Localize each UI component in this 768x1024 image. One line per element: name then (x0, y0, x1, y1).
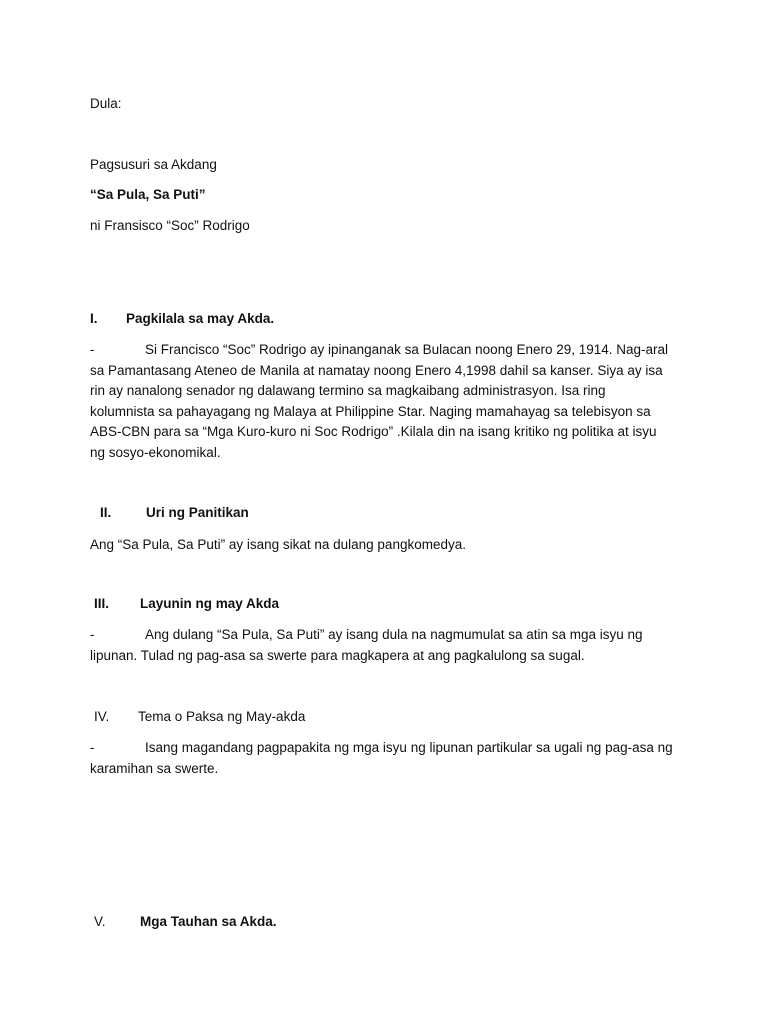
paragraph-line: - Si Francisco “Soc” Rodrigo ay ipinanganak sa Bulacan noong Enero 29, 1914. Nag-aral (90, 340, 690, 361)
section-number: II. (100, 505, 112, 520)
section-title: Mga Tauhan sa Akda. (140, 914, 277, 929)
section-number: IV. (94, 709, 110, 724)
paragraph-line: - Isang magandang pagpapakita ng mga isyu ng lipunan partikular sa ugali ng pag-asa ng (90, 738, 690, 759)
dash-marker: - (90, 627, 95, 642)
genre-label: Dula: (90, 96, 122, 111)
section-title: Pagkilala sa may Akda. (126, 311, 275, 326)
section-body-3 (90, 625, 690, 666)
section-heading-3 (94, 594, 279, 614)
author-line: ni Fransisco “Soc” Rodrigo (90, 218, 250, 233)
section-title: Uri ng Panitikan (146, 505, 249, 520)
section-body-1 (90, 340, 690, 463)
paragraph-line: Ang “Sa Pula, Sa Puti” ay isang sikat na dulang pangkomedya. (90, 537, 466, 552)
section-heading-1 (90, 309, 274, 329)
section-number: III. (94, 596, 110, 611)
section-title: Tema o Paksa ng May-akda (138, 709, 306, 724)
paragraph-line: sa Pamantasang Ateneo de Manila at namatay noong Enero 4,1998 dahil sa kanser. Siya ay isa (90, 362, 663, 378)
section-number: I. (90, 311, 98, 326)
section-body-4 (90, 738, 690, 779)
section-number: V. (94, 914, 106, 929)
paragraph-line: kolumnista sa pahayagang ng Malaya at Philippine Star. Naging mamahayag sa telebisyon sa (90, 403, 651, 419)
work-title: “Sa Pula, Sa Puti” (90, 187, 206, 202)
section-heading-5 (94, 912, 277, 932)
paragraph-line: karamihan sa swerte. (90, 760, 219, 776)
section-title: Layunin ng may Akda (140, 596, 280, 611)
section-heading-2 (100, 503, 249, 523)
section-body-2 (90, 535, 690, 556)
analysis-label: Pagsusuri sa Akdang (90, 157, 217, 172)
dash-marker: - (90, 342, 95, 357)
section-heading-4 (94, 707, 305, 727)
paragraph-line: ng sosyo-ekonomikal. (90, 444, 221, 460)
paragraph-line: - Ang dulang “Sa Pula, Sa Puti” ay isang dula na nagmumulat sa atin sa mga isyu ng (90, 625, 690, 646)
dash-marker: - (90, 740, 95, 755)
paragraph-line: lipunan. Tulad ng pag-asa sa swerte para magkapera at ang pagkalulong sa sugal. (90, 647, 585, 663)
paragraph-line: ABS-CBN para sa “Mga Kuro-kuro ni Soc Rodrigo” .Kilala din na isang kritiko ng politika at isyu (90, 424, 657, 439)
paragraph-line: rin ay nanalong senador ng dalawang termino sa magkaibang administrasyon. Isa ring (90, 383, 606, 398)
